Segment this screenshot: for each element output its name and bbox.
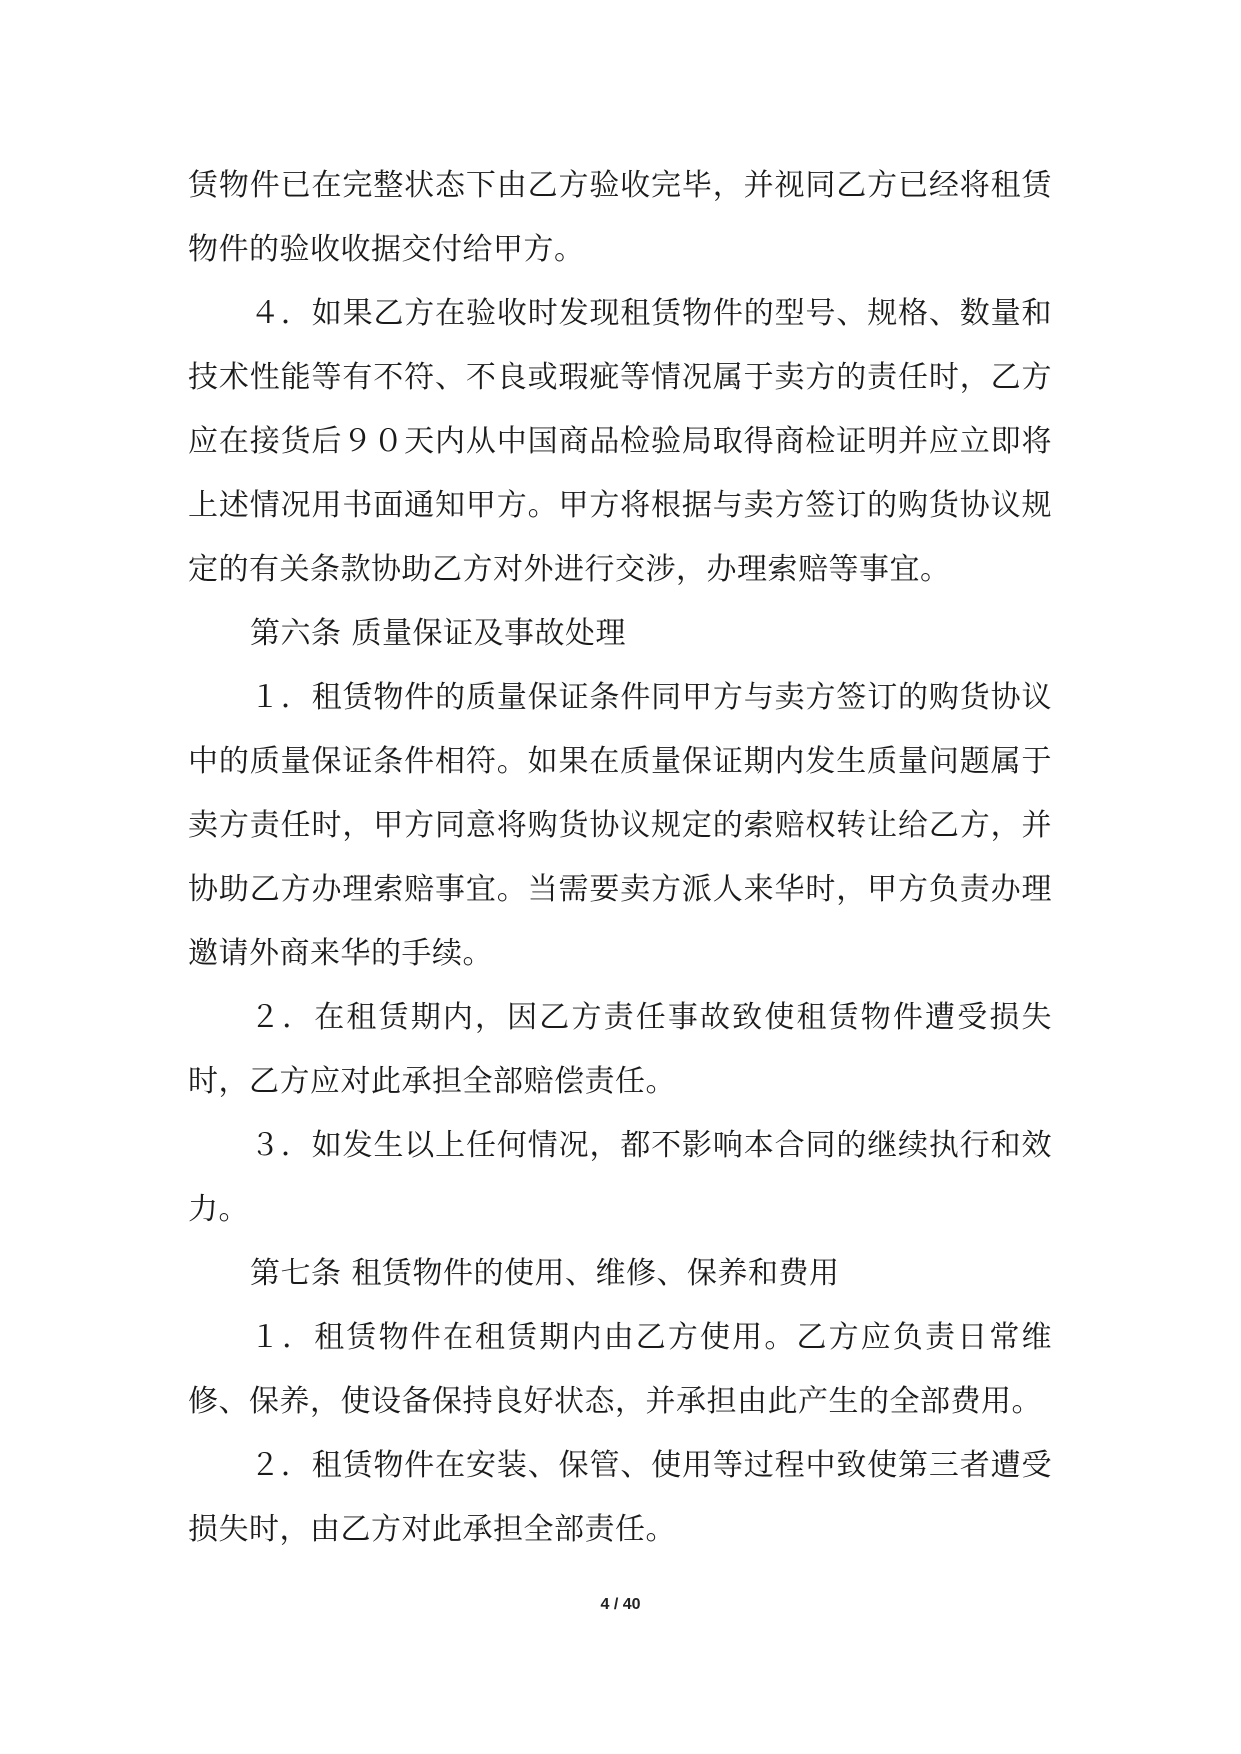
article-heading-7: 第七条 租赁物件的使用、维修、保养和费用	[250, 1256, 840, 1291]
paragraph-clause-6-3: ３．如发生以上任何情况，都不影响本合同的继续执行和效力。	[188, 1128, 1052, 1227]
page-number: 4 / 40	[600, 1596, 641, 1613]
paragraph-clause-7-1: １．租赁物件在租赁期内由乙方使用。乙方应负责日常维修、保养，使设备保持良好状态，并承担由此产生的全部费用。	[188, 1320, 1052, 1419]
paragraph-clause-5-4: ４．如果乙方在验收时发现租赁物件的型号、规格、数量和技术性能等有不符、不良或瑕疵等情况属于卖方的责任时，乙方应在接货后９０天内从中国商品检验局取得商检证明并应立即将上述情况用书面通知甲方。甲方将根据与卖方签订的购货协议规定的有关条款协助乙方对外进行交涉，办理索赔等事宜。	[188, 296, 1052, 587]
paragraph-clause-6-2: ２．在租赁期内，因乙方责任事故致使租赁物件遭受损失时，乙方应对此承担全部赔偿责任。	[188, 1000, 1052, 1099]
paragraph-clause-6-1: １．租赁物件的质量保证条件同甲方与卖方签订的购货协议中的质量保证条件相符。如果在质量保证期内发生质量问题属于卖方责任时，甲方同意将购货协议规定的索赔权转让给乙方，并协助乙方办理索赔事宜。当需要卖方派人来华时，甲方负责办理邀请外商来华的手续。	[188, 680, 1052, 971]
document-body	[188, 154, 1052, 1562]
article-heading-6: 第六条 质量保证及事故处理	[250, 616, 627, 651]
paragraph-continuation: 赁物件已在完整状态下由乙方验收完毕，并视同乙方已经将租赁物件的验收收据交付给甲方。	[188, 168, 1052, 267]
paragraph-clause-7-2: ２．租赁物件在安装、保管、使用等过程中致使第三者遭受损失时，由乙方对此承担全部责任。	[188, 1448, 1052, 1547]
